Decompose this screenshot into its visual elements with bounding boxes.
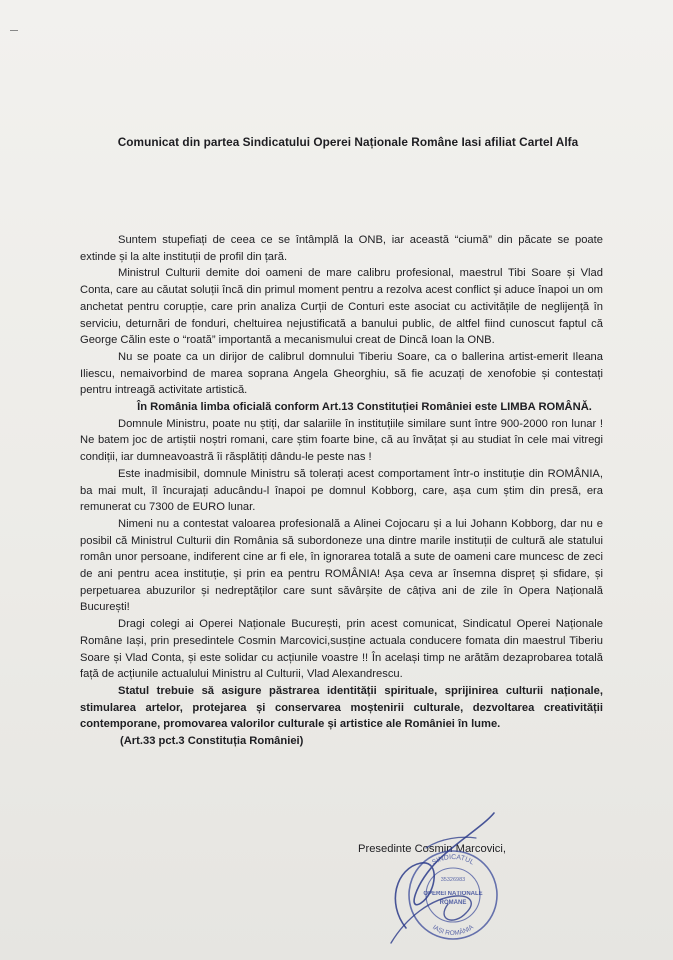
constitution-reference: (Art.33 pct.3 Constituția României) [120,735,304,748]
inadmisibil-caps: ROMÂNIA [547,467,600,480]
signature-line: Presedinte Cosmin Marcovici, [358,843,506,855]
paragraph-intro: Suntem stupefiați de ceea ce se întâmplă la ONB, iar această “ciumă” din păcate se poate extinde și la alte instituții de profil din țară. [80,234,603,263]
stamp-bottom-text: IAȘI ROMÂNIA [431,923,475,938]
paragraph-dragi-colegi: Dragi colegi ai Operei Naționale București, prin acest comunicat, Sindicatul Operei Naționale Române Iași, prin presedintele Cosmin Marcovici,susține actuala conducere fomata din maestrul Tiberiu Soare și Vlad Conta, și este solidar cu acțiunile voastre !! În același timp ne arătăm dezaprobarea totală față de acțiunile actualului Ministru al Culturii, Vlad Alexandrescu. [80,618,603,681]
nimeni-text-1: Nimeni nu a contestat valoarea profesională a Alinei Cojocaru și a lui Johann Kobborg, dar nu e posibil că Ministrul Culturii din România să subordoneze una dintre marile instituții de cultură ale statului român unor persoane, indiferent cine ar fi ele, în ignorarea totală a sute de oameni care muncesc de zeci de ani pentru acea instituție, și prin ea pentru [80,517,603,581]
paragraph-inadmisibil [80,466,603,516]
nimeni-text-2: ! Așa ceva ar însemna dispreț și sfidare, și perpetuarea abuzurilor și nedreptăților care sunt săvârșite de câțiva ani de zile în Opera Națională București! [80,568,603,614]
paragraph-salarii: Domnule Ministru, poate nu știți, dar salariile în instituțiile similare sunt între 900-2000 ron lunar ! Ne batem joc de artiștii noștri romani, care știm foarte bine, că au învățat și au studiat în cele mai vitregi condiții, iar dumneavoastră îi răsplătiți dându-le peste nas ! [80,417,603,464]
stamp-middle-text: OPEREI NAȚIONALE [423,891,483,897]
paragraph-dirijor: Nu se poate ca un dirijor de calibrul domnului Tiberiu Soare, ca o ballerina artist-emerit Ileana Iliescu, nemaivorbind de marea soprana Angela Gheorghiu, să fie acuzați de xenofobie și contestați pentru intreagă activitate artistică. [80,350,603,397]
document-title: Comunicat din partea Sindicatului Operei Naționale Române Iasi afiliat Cartel Alfa [117,135,579,149]
nimeni-caps: ROMÂNIA [324,568,378,581]
margin-mark [10,30,18,37]
paragraph-nimeni [80,516,603,616]
inadmisibil-text-1: Este inadmisibil, domnule Ministru să tolerați acest comportament într-o instituție din [118,467,548,480]
stamp-middle-text-2: ROMÂNE [439,900,467,906]
stamp-top-text: SINDICATUL [431,853,475,867]
heading-limba-oficiala: În România limba oficială conform Art.13 Constituției României este LIMBA ROMÂNĂ. [137,401,592,414]
paragraph-statul: Statul trebuie să asigure păstrarea identității spirituale, sprijinirea culturii naționale, stimularea artelor, protejarea și conservarea moștenirii culturale, dezvoltarea creativității contemporane, promovarea valorilor culturale și artistice ale României în lume. [80,684,603,731]
paragraph-ministrul: Ministrul Culturii demite doi oameni de mare calibru profesional, maestrul Tibi Soare și Vlad Conta, care au căutat soluții încă din primul moment pentru a rezolva acest conflict și aduce înapoi un om anchetat pentru corupție, care prin analiza Curții de Conturi este asociat cu activitățile de neglijență în serviciu, deturnări de fonduri, cheltuireа nejustificată a banului public, de altfel fiind cunoscut faptul că George Călin este o “roată” importantă a mecanismului creat de Dincă Ioan la ONB. [80,267,603,347]
handwritten-signature [376,808,506,953]
inadmisibil-text-2: , ba mai mult, îl încurajați aducându-l înapoi pe domnul Kobborg, care, așa cum știm din presă, era remunerat cu 7300 de EURO lunar. [80,467,603,514]
document-body [80,232,603,750]
stamp-code: 35326983 [440,877,466,883]
